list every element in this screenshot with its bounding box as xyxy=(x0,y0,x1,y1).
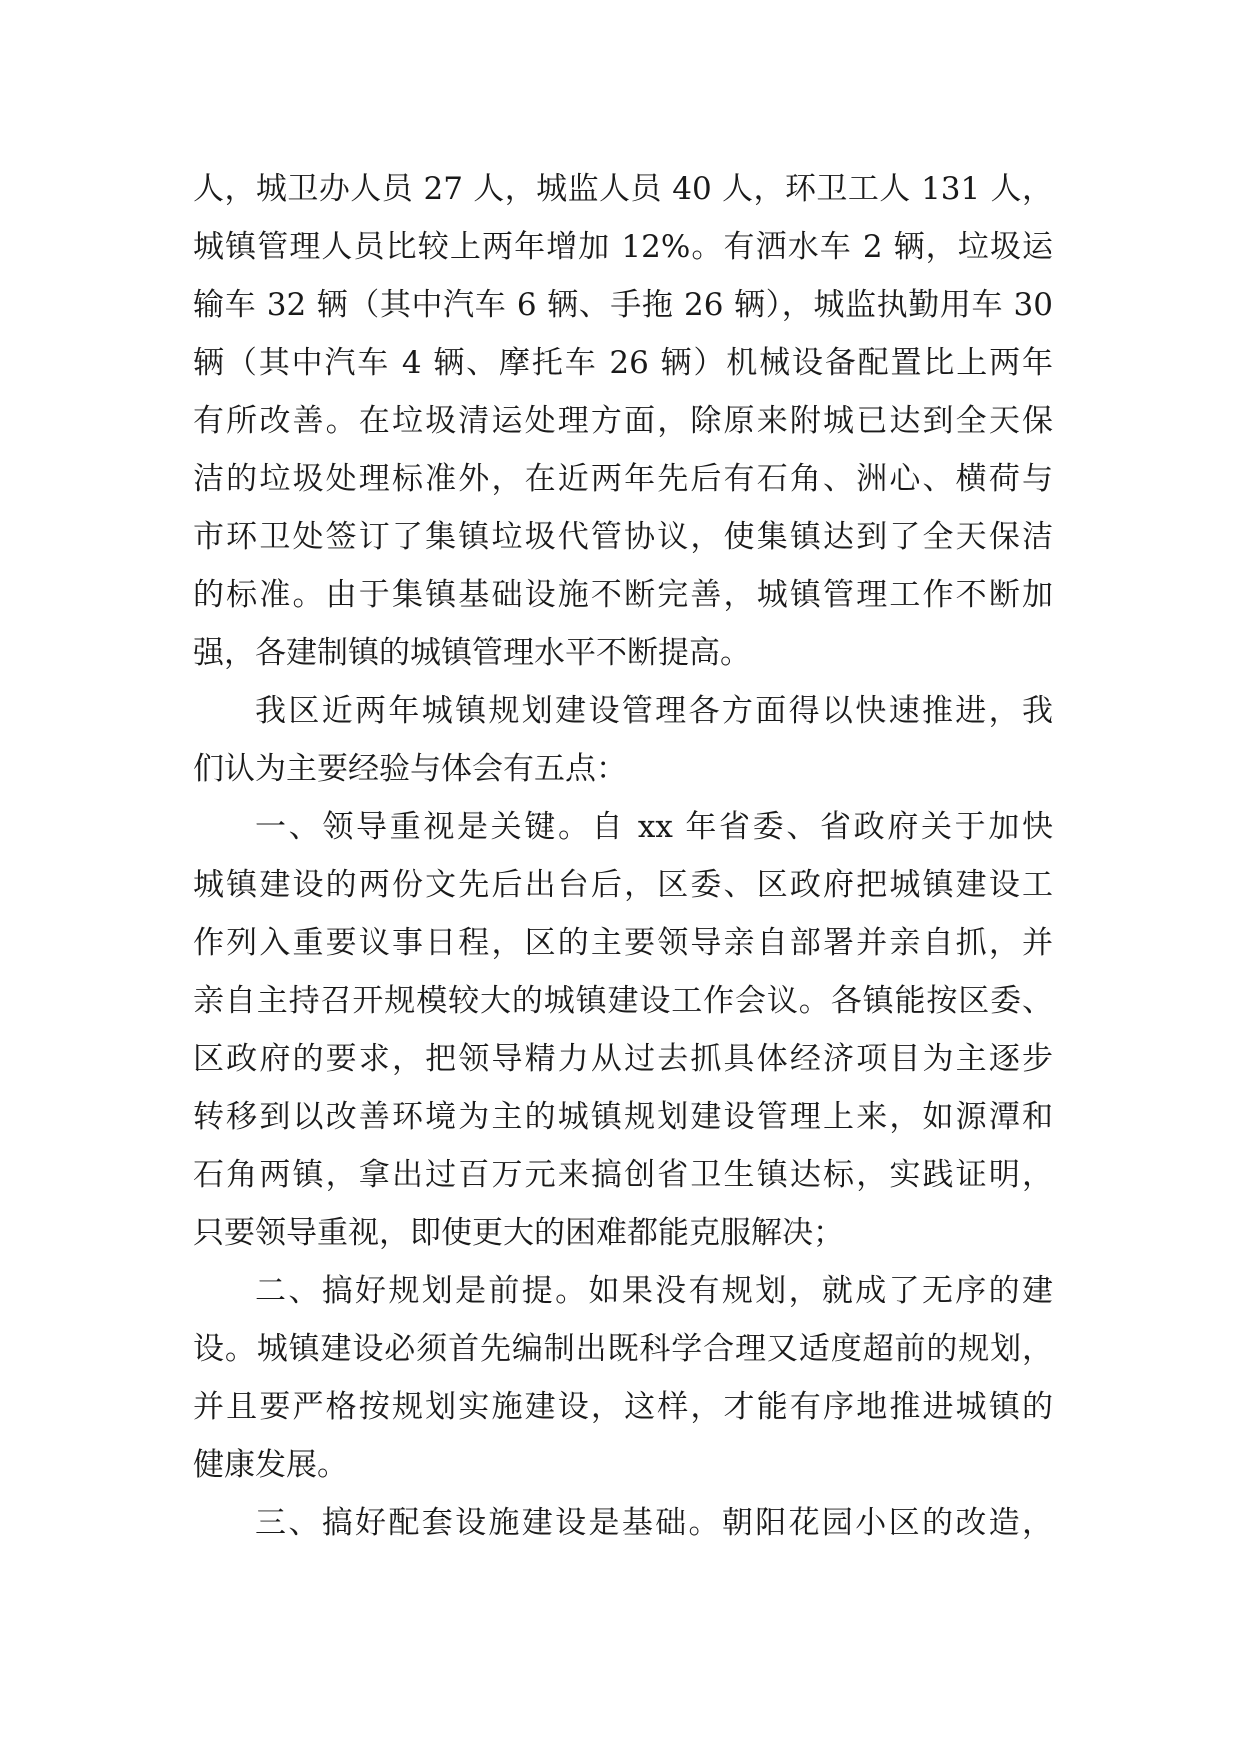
text-line: 作列入重要议事日程，区的主要领导亲自部署并亲自抓，并 xyxy=(193,925,1053,961)
text-line: 一、领导重视是关键。自 xx 年省委、省政府关于加快 xyxy=(255,809,1053,845)
body-text xyxy=(193,160,1053,1552)
text-line: 健康发展。 xyxy=(193,1447,348,1483)
text-line: 城镇建设的两份文先后出台后，区委、区政府把城镇建设工 xyxy=(193,867,1053,903)
text-line: 并且要严格按规划实施建设，这样，才能有序地推进城镇的 xyxy=(193,1389,1053,1425)
text-line: 转移到以改善环境为主的城镇规划建设管理上来，如源潭和 xyxy=(193,1099,1053,1135)
text-line: 石角两镇，拿出过百万元来搞创省卫生镇达标，实践证明， xyxy=(193,1157,1053,1193)
text-line: 三、搞好配套设施建设是基础。朝阳花园小区的改造， xyxy=(255,1505,1053,1541)
text-line: 强，各建制镇的城镇管理水平不断提高。 xyxy=(193,635,751,671)
text-line: 的标准。由于集镇基础设施不断完善，城镇管理工作不断加 xyxy=(193,577,1053,613)
text-line: 亲自主持召开规模较大的城镇建设工作会议。各镇能按区委、 xyxy=(193,983,1053,1019)
text-line: 有所改善。在垃圾清运处理方面，除原来附城已达到全天保 xyxy=(193,403,1053,439)
text-line: 洁的垃圾处理标准外，在近两年先后有石角、洲心、横荷与 xyxy=(193,461,1053,497)
text-line: 区政府的要求，把领导精力从过去抓具体经济项目为主逐步 xyxy=(193,1041,1053,1077)
text-line: 们认为主要经验与体会有五点： xyxy=(193,751,627,787)
text-line: 我区近两年城镇规划建设管理各方面得以快速推进，我 xyxy=(255,693,1053,729)
text-line: 辆（其中汽车 4 辆、摩托车 26 辆）机械设备配置比上两年 xyxy=(193,345,1053,381)
text-line: 市环卫处签订了集镇垃圾代管协议，使集镇达到了全天保洁 xyxy=(193,519,1053,555)
text-line: 设。城镇建设必须首先编制出既科学合理又适度超前的规划， xyxy=(193,1331,1053,1367)
text-line: 二、搞好规划是前提。如果没有规划，就成了无序的建 xyxy=(255,1273,1053,1309)
text-line: 城镇管理人员比较上两年增加 12%。有洒水车 2 辆，垃圾运 xyxy=(193,229,1053,265)
text-line: 只要领导重视，即使更大的困难都能克服解决； xyxy=(193,1215,844,1251)
text-line: 输车 32 辆（其中汽车 6 辆、手拖 26 辆），城监执勤用车 30 xyxy=(193,287,1053,323)
text-line: 人，城卫办人员 27 人，城监人员 40 人，环卫工人 131 人， xyxy=(193,171,1053,207)
